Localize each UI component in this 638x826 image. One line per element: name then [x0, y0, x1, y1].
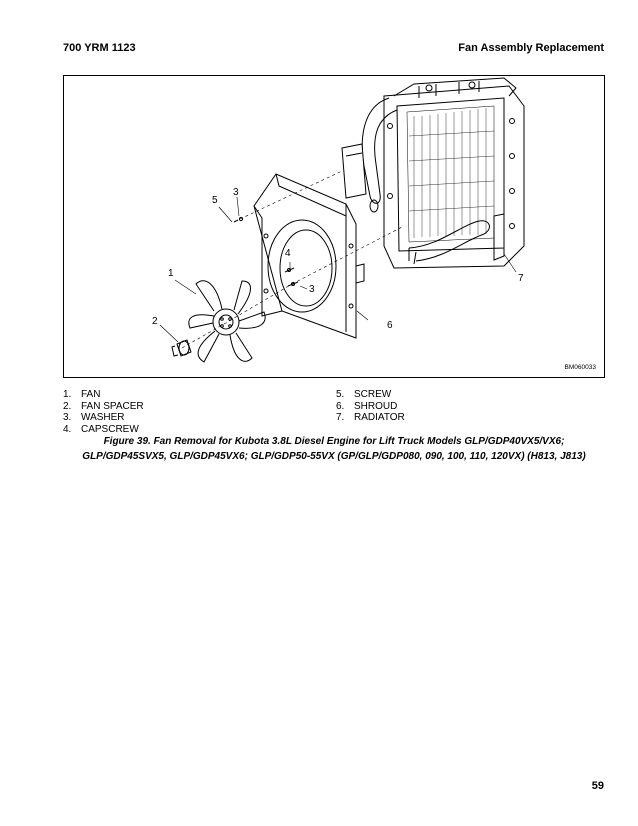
figure-caption	[63, 434, 605, 464]
figure-frame	[63, 75, 605, 378]
callout-7: 7	[518, 273, 524, 284]
legend-right-column	[336, 389, 405, 424]
radiator-drawing	[342, 78, 524, 268]
fan-drawing	[189, 281, 265, 362]
fan-spacer-drawing	[172, 340, 191, 356]
caption-line-1: Figure 39. Fan Removal for Kubota 3.8L Diesel Engine for Lift Truck Models GLP/GDP40VX5/VX6;	[103, 436, 565, 447]
exploded-view-illustration	[64, 76, 606, 379]
header-document-id: 700 YRM 1123	[63, 42, 136, 54]
legend-item: 4. CAPSCREW	[63, 423, 139, 435]
callout-5: 5	[212, 195, 218, 206]
caption-line-2: GLP/GDP45SVX5, GLP/GDP45VX6; GLP/GDP50-55VX (GP/GLP/GDP080, 090, 100, 110, 120VX) (H813, J813)	[82, 451, 586, 462]
legend-item: 5. SCREW	[336, 389, 392, 400]
header-section-title: Fan Assembly Replacement	[458, 42, 604, 54]
callout-6: 6	[387, 320, 393, 331]
callout-3-lower: 3	[309, 284, 315, 295]
figure-id-label: BM060033	[564, 364, 596, 371]
legend-item: 1. FAN	[63, 389, 101, 400]
legend-item: 3. WASHER	[63, 412, 125, 423]
legend-item: 2. FAN SPACER	[63, 400, 144, 412]
callout-1: 1	[168, 268, 174, 279]
legend-item: 6. SHROUD	[336, 400, 398, 412]
callout-3-top: 3	[233, 187, 239, 198]
legend-item: 7. RADIATOR	[336, 412, 405, 423]
legend-left-column	[63, 389, 144, 435]
shroud-drawing	[254, 174, 364, 338]
callout-2: 2	[152, 316, 158, 327]
page-number: 59	[591, 780, 604, 792]
callout-4: 4	[285, 248, 291, 259]
